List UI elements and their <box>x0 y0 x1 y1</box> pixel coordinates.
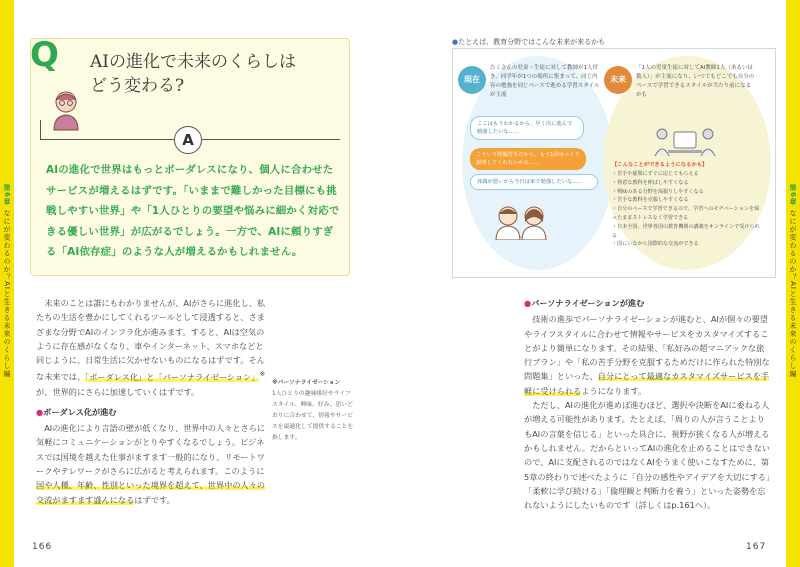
left-paragraph-2 <box>36 421 266 507</box>
answer-bracket-line <box>40 120 41 139</box>
sidenote-text: 1人ひとりの趣味嗜好やライフスタイル、興味、好み、思いどおりに合わせて、情報やサービスを最適化して提供することを指します。 <box>272 391 354 441</box>
question-title-line2: どう変わる? <box>90 76 185 96</box>
students-illustration-icon <box>490 202 552 240</box>
future-list-title: 【こんなことができるようになるかも】 <box>612 162 708 168</box>
question-title <box>90 50 330 98</box>
right-side-tab <box>786 176 800 386</box>
speech-bubble-1: ここはもうわかるから、早く次に進んで勉強したいな…… <box>470 116 584 140</box>
left-p2-end: はずです。 <box>134 494 175 505</box>
speech-bubble-2: こういう問題苦手だから、もう1回ゆっくり説明してくれないかな…… <box>470 148 586 170</box>
now-description: たくさんの児童・生徒に対して教師が1人付き、同学年が1つの場所に集まって、同じ内容の勉強を同じペースで進める学習スタイルが主流 <box>490 65 600 98</box>
section-heading-personalization-text: パーソナライゼーションが進む <box>531 298 645 308</box>
left-p1-end: が、世界的にさらに加速していくはずです。 <box>36 386 200 397</box>
left-p2-highlight: 国や人種、年齢、性別といった境界を超えて、世界中の人々の交流がますます盛んになる <box>36 480 266 505</box>
teacher-avatar-icon <box>46 88 86 132</box>
list-item: ・国にいながら国際的な交流ができる <box>612 241 699 248</box>
sidenote-title: ※パーソナライゼーション <box>272 380 341 386</box>
note-marker: ※ <box>259 370 266 379</box>
side-chapter-label-right: 第6章 <box>789 184 797 206</box>
speech-bubble-3: 体調が悪いから今日は家で勉強したいな…… <box>470 174 598 190</box>
list-item: ・興味のある分野を深掘りしやすくなる <box>612 188 704 195</box>
side-section-text-right: なにが変わるのか？AIと生きる未来のくらし編 <box>789 209 797 378</box>
section-heading-borderless-text: ボーダレス化が進む <box>43 406 117 417</box>
list-item: ・日本全国、世界各国の教育機関の講義をオンラインで受けられる <box>612 223 760 239</box>
side-chapter-label: 第6章 <box>3 184 11 206</box>
left-p1-highlight: 「ボーダレス化」と「パーソナライゼーション」 <box>85 372 260 383</box>
left-p2-text: AIの進化により言語の壁が低くなり、世界中の人々とさらに気軽にコミュニケーションがとりやすくなるでしょう。ビジネスでは国境を越えた仕事がますます一般的になり、リモートワークやテレワークがさらに広がると考えられます。このように <box>36 423 266 476</box>
answer-text: AIの進化で世界はもっとボーダレスになり、個人に合わせたサービスが増えるはずです。「いままで難しかった目標にも挑戦しやすい世界」や「1人ひとりの要望や悩みに細かく対応できる優しい世界」が広がるでしょう。一方で、AIに頼りすぎる「AI依存症」のような人が増えるかもしれません。 <box>46 164 340 258</box>
q-mark: Q <box>30 35 59 75</box>
side-section-text: なにが変わるのか？AIと生きる未来のくらし編 <box>3 209 11 378</box>
list-item: ・得意な教科を伸ばしやすくなる <box>612 179 689 186</box>
right-p1-end: ようになります。 <box>581 385 647 396</box>
right-paragraph-2: ただし、AIの進化が進めば進むほど、選択や決断をAIに委ねる人が増える可能性があります。たとえば、「周りの人が言うことよりもAIの言葉を信じる」といった具合に、視野が狭くなる人が増えるかもしれません。だからといってAIの進化を止めることはできないので、AIに支配されるのではなくAIをうまく使いこなすために、第5章の終わりで述べたように「自分の感性やアイデアを大切にする」「柔軟に学び続ける」「倫理観と判断力を養う」といった姿勢を忘れないようにしたいものです（詳しくはp.161へ）。 <box>524 400 770 511</box>
future-benefits-list <box>612 170 762 249</box>
right-p1-highlight: 自分にとって最適なカスタマイズサービスを手軽に受けられる <box>524 371 770 396</box>
list-item: ・苦手や疑問にすぐに応じてもらえる <box>612 171 699 177</box>
sidenote <box>272 378 354 444</box>
list-item: ・自分のペースで学習できるので、学習へのモチベーションを保ったままストレスなく学習できる <box>612 206 760 221</box>
list-item: ・苦手な教科を克服しやすくなる <box>612 197 689 204</box>
section-heading-personalization: ●パーソナライゼーションが進む <box>524 298 645 308</box>
left-paragraph-1 <box>36 296 266 399</box>
right-p1-text: 技術の進歩でパーソナライゼーションが進むと、AIが個々の要望やライフスタイルに合わせて情報やサービスをカスタマイズすることがより簡単になります。その結果、「私好みの超マニアックな旅行プラン」や「私の苦手分野を克服するためだけに作られた特別な問題集」といった、 <box>524 314 770 382</box>
left-p1-text: 未来のことは誰にもわかりませんが、AIがさらに進化し、私たちの生活を豊かにしてくれるツールとして浸透すると、さまざまな分野でAIのインフラ化が進みます。すると、AIは空気のように存在感がなくなり、車やインターネット、スマホなどと同じように、日常生活に欠かせないものになるはずです。そんな未来では、 <box>36 298 266 383</box>
section-heading-borderless: ●ボーダレス化が進む <box>36 406 117 417</box>
future-badge: 未来 <box>604 66 632 94</box>
question-title-line1: AIの進化で未来のくらしは <box>90 52 296 72</box>
meeting-illustration-icon <box>650 122 720 158</box>
now-badge: 現在 <box>458 66 486 94</box>
future-description: 「1人の児童生徒に対してAI教師1人（あるいは数人）」が主流になり、いつでもどこでも自分のペースで学習できるスタイルが当たり前になるかも <box>636 65 755 98</box>
figure-caption-text: たとえば、教育分野ではこんな未来が来るかも <box>458 38 606 46</box>
page-number-left: 166 <box>32 542 53 552</box>
right-paragraph-1 <box>524 312 770 398</box>
left-body-text <box>36 296 266 507</box>
left-side-tab <box>0 176 14 386</box>
page-number-right: 167 <box>746 542 767 552</box>
right-body-text <box>524 290 770 512</box>
figure-caption: ●たとえば、教育分野ではこんな未来が来るかも <box>452 38 606 46</box>
a-badge: A <box>174 126 202 154</box>
